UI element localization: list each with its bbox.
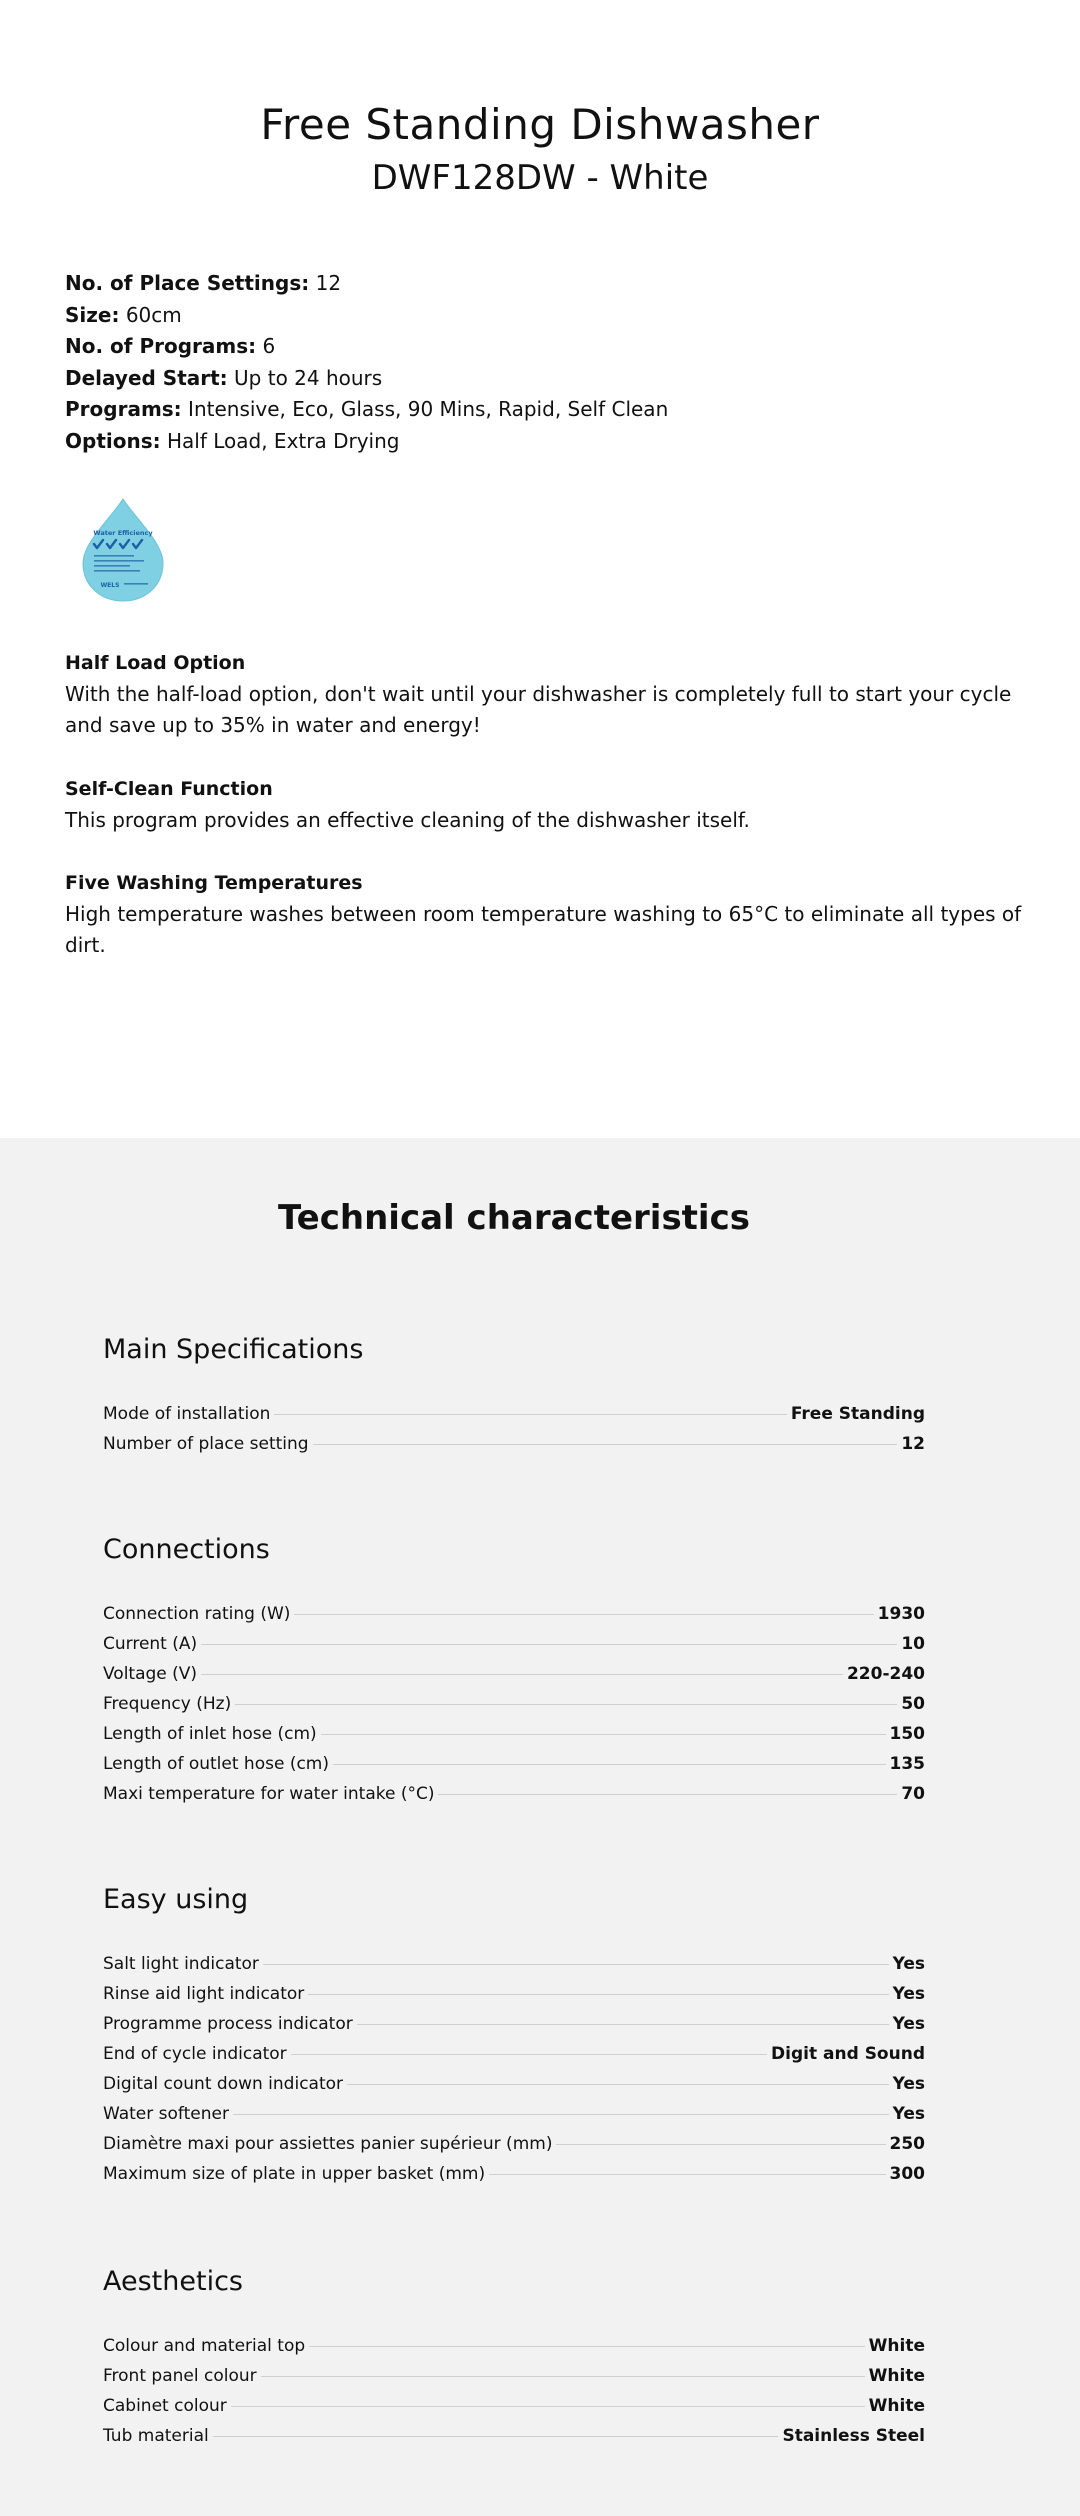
spec-value: Yes	[892, 2104, 925, 2124]
attribute-value: Intensive, Eco, Glass, 90 Mins, Rapid, Self Clean	[181, 397, 669, 422]
spec-group-title: Connections	[103, 1534, 270, 1565]
spec-group-easy-using	[103, 1884, 925, 2184]
spec-value: Digit and Sound	[771, 2044, 925, 2064]
spec-value: Yes	[892, 2074, 925, 2094]
spec-label: Voltage (V)	[103, 1664, 198, 1684]
spec-value: 50	[901, 1694, 925, 1714]
attribute-label: Size:	[65, 302, 120, 327]
attribute-label: No. of Place Settings:	[65, 271, 310, 295]
spec-row	[103, 1634, 925, 1664]
spec-label: Tub material	[103, 2426, 209, 2446]
spec-group-title: Main Specifications	[103, 1334, 364, 1365]
attribute-row	[65, 426, 668, 458]
spec-row	[103, 1694, 925, 1724]
leader-line	[201, 1674, 843, 1675]
spec-row	[103, 1984, 925, 2014]
attribute-list	[65, 268, 668, 458]
spec-label: Number of place setting	[103, 1434, 309, 1454]
leader-line	[347, 2084, 889, 2085]
spec-label: Rinse aid light indicator	[103, 1984, 305, 2004]
spec-row	[103, 1784, 925, 1814]
spec-row	[103, 2426, 925, 2456]
leader-line	[321, 1734, 886, 1735]
spec-row	[103, 2336, 925, 2366]
spec-value: White	[868, 2396, 925, 2416]
spec-value: 220-240	[846, 1664, 925, 1684]
attribute-value: 6	[256, 334, 276, 359]
feature-half-load	[65, 648, 1025, 741]
spec-row	[103, 2164, 925, 2194]
spec-value: 12	[901, 1434, 925, 1454]
leader-line	[235, 1704, 897, 1705]
leader-line	[294, 1614, 873, 1615]
spec-label: Front panel colour	[103, 2366, 257, 2386]
leader-line	[489, 2174, 885, 2175]
spec-group-title: Easy using	[103, 1884, 249, 1915]
leader-line	[231, 2406, 865, 2407]
spec-label: Frequency (Hz)	[103, 1694, 232, 1714]
spec-value: 70	[901, 1784, 925, 1804]
spec-group-main	[103, 1334, 925, 1454]
spec-value: White	[868, 2336, 925, 2356]
leader-line	[438, 1794, 897, 1795]
feature-title: Self-Clean Function	[65, 778, 273, 800]
attribute-row	[65, 363, 668, 395]
spec-value: 10	[901, 1634, 925, 1654]
spec-row	[103, 1724, 925, 1754]
leader-line	[233, 2114, 889, 2115]
attribute-value: Up to 24 hours	[227, 365, 383, 390]
spec-value: Yes	[892, 1954, 925, 1974]
spec-row	[103, 2014, 925, 2044]
water-efficiency-badge	[80, 497, 166, 603]
product-overview	[0, 0, 1080, 1138]
leader-line	[274, 1414, 787, 1415]
spec-label: Water softener	[103, 2104, 229, 2124]
attribute-value: 60cm	[119, 302, 182, 327]
feature-text: This program provides an effective cleaning of the dishwasher itself.	[65, 808, 750, 832]
spec-label: End of cycle indicator	[103, 2044, 287, 2064]
attribute-row	[65, 268, 668, 300]
spec-label: Digital count down indicator	[103, 2074, 344, 2094]
spec-row	[103, 2104, 925, 2134]
spec-label: Diamètre maxi pour assiettes panier supérieur (mm)	[103, 2134, 553, 2154]
spec-label: Connection rating (W)	[103, 1604, 291, 1624]
leader-line	[291, 2054, 767, 2055]
product-title: Free Standing Dishwasher	[260, 100, 820, 149]
spec-label: Current (A)	[103, 1634, 198, 1654]
spec-group-aesthetics	[103, 2266, 925, 2446]
feature-text: High temperature washes between room temperature washing to 65°C to eliminate all types of dirt.	[65, 902, 1022, 957]
spec-row	[103, 1434, 925, 1464]
spec-label: Programme process indicator	[103, 2014, 353, 2034]
spec-value: 300	[889, 2164, 925, 2184]
spec-value: Free Standing	[790, 1404, 925, 1424]
spec-row	[103, 1404, 925, 1434]
spec-label: Length of outlet hose (cm)	[103, 1754, 329, 1774]
badge-footer: WELS	[100, 582, 120, 589]
leader-line	[357, 2024, 889, 2025]
spec-label: Colour and material top	[103, 2336, 306, 2356]
feature-self-clean	[65, 774, 1025, 836]
spec-row	[103, 2074, 925, 2104]
feature-title: Half Load Option	[65, 652, 246, 674]
attribute-row	[65, 331, 668, 363]
attribute-label: Delayed Start:	[65, 365, 228, 390]
spec-label: Cabinet colour	[103, 2396, 227, 2416]
spec-value: 1930	[877, 1604, 925, 1624]
spec-row	[103, 1754, 925, 1784]
leader-line	[213, 2436, 779, 2437]
leader-line	[333, 1764, 886, 1765]
attribute-value: 12	[309, 271, 342, 295]
spec-group-connections	[103, 1534, 925, 1804]
feature-title: Five Washing Temperatures	[65, 872, 363, 894]
spec-value: 250	[889, 2134, 925, 2154]
spec-label: Length of inlet hose (cm)	[103, 1724, 317, 1744]
spec-value: Yes	[892, 2014, 925, 2034]
attribute-row	[65, 394, 668, 426]
spec-label: Maxi temperature for water intake (°C)	[103, 1784, 435, 1804]
spec-row	[103, 1664, 925, 1694]
spec-label: Maximum size of plate in upper basket (mm)	[103, 2164, 486, 2184]
feature-text: With the half-load option, don't wait until your dishwasher is completely full to start your cycle and save up to 35% in water and energy!	[65, 682, 1012, 737]
spec-row	[103, 2044, 925, 2074]
technical-characteristics	[0, 1138, 1080, 2516]
spec-group-title: Aesthetics	[103, 2266, 243, 2297]
attribute-label: No. of Programs:	[65, 334, 257, 359]
spec-value: 135	[889, 1754, 925, 1774]
leader-line	[263, 1964, 889, 1965]
attribute-row	[65, 300, 668, 332]
attribute-value: Half Load, Extra Drying	[160, 428, 400, 453]
spec-label: Mode of installation	[103, 1404, 271, 1424]
spec-value: Yes	[892, 1984, 925, 2004]
spec-row	[103, 2366, 925, 2396]
spec-row	[103, 1954, 925, 1984]
leader-line	[309, 2346, 864, 2347]
badge-heading: Water Efficiency	[93, 529, 153, 537]
feature-washing-temperatures	[65, 868, 1025, 961]
leader-line	[313, 1444, 898, 1445]
spec-value: Stainless Steel	[782, 2426, 925, 2446]
spec-row	[103, 2134, 925, 2164]
spec-value: 150	[889, 1724, 925, 1744]
attribute-label: Programs:	[65, 397, 182, 422]
spec-label: Salt light indicator	[103, 1954, 259, 1974]
spec-value: White	[868, 2366, 925, 2386]
product-subtitle: DWF128DW - White	[371, 158, 709, 198]
spec-row	[103, 2396, 925, 2426]
spec-row	[103, 1604, 925, 1634]
leader-line	[201, 1644, 897, 1645]
attribute-label: Options:	[65, 428, 161, 453]
leader-line	[261, 2376, 865, 2377]
technical-title: Technical characteristics	[278, 1198, 750, 1238]
leader-line	[308, 1994, 888, 1995]
leader-line	[556, 2144, 885, 2145]
